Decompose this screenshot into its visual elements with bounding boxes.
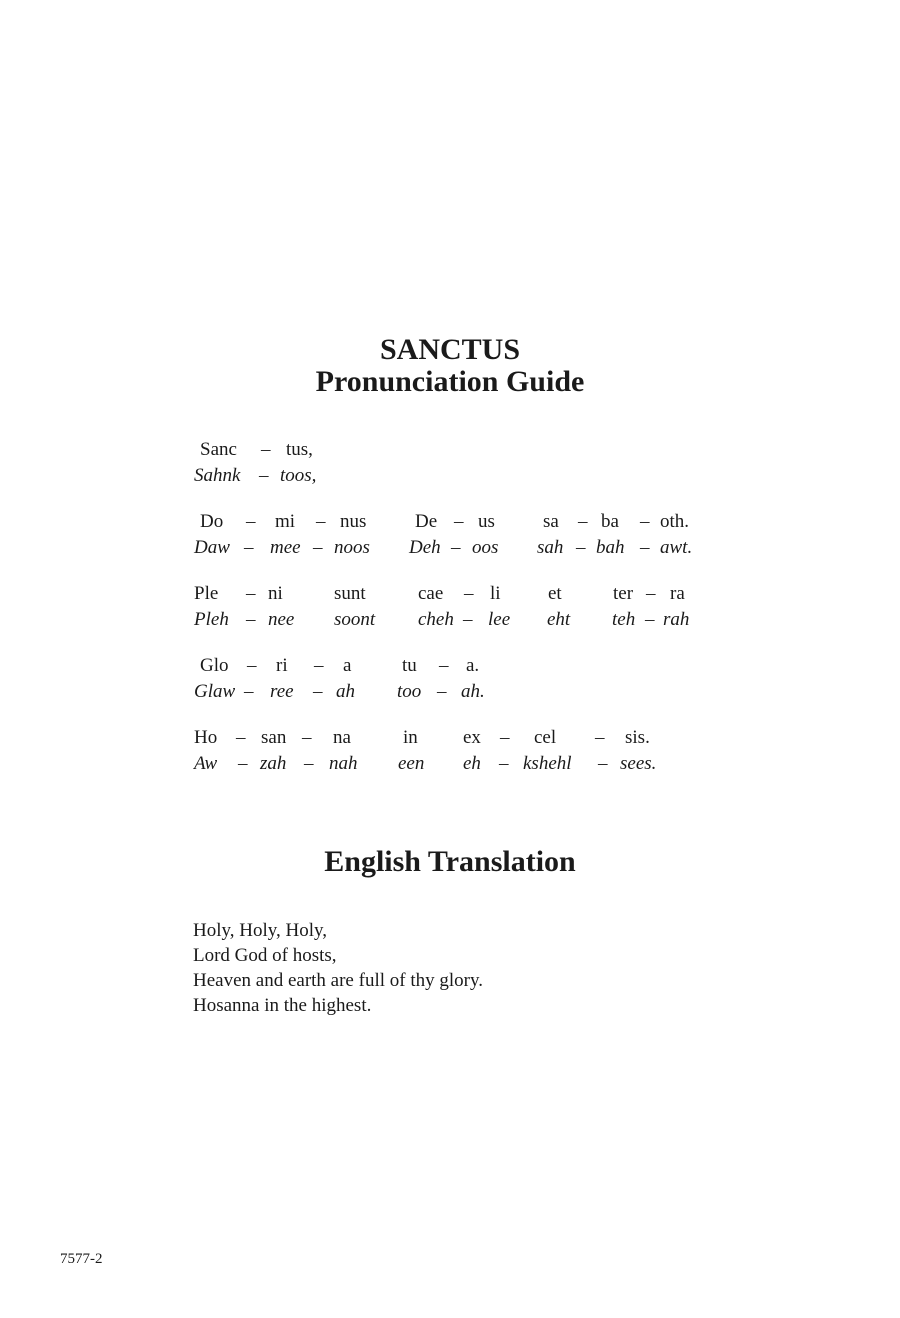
syllable-dash: – — [454, 511, 464, 532]
verse-4-phonetic — [0, 680, 900, 704]
syllable-dash: – — [640, 537, 650, 558]
syllable: mee — [270, 537, 301, 558]
syllable: De — [415, 511, 438, 532]
syllable: Sahnk — [194, 465, 241, 486]
syllable-dash: – — [645, 609, 655, 630]
syllable: bah — [596, 537, 625, 558]
syllable: Glaw — [194, 681, 236, 702]
syllable: ter — [613, 583, 634, 604]
syllable: ra — [670, 583, 685, 604]
syllable-dash: – — [451, 537, 461, 558]
syllable: sis. — [625, 727, 650, 748]
syllable: lee — [488, 609, 511, 630]
syllable: kshehl — [523, 753, 572, 774]
syllable: nee — [268, 609, 295, 630]
syllable: sah — [537, 537, 564, 558]
syllable: too — [397, 681, 422, 702]
syllable: nus — [340, 511, 367, 532]
syllable: ri — [276, 655, 288, 676]
verse-1-phonetic — [0, 464, 900, 488]
syllable-dash: – — [247, 655, 257, 676]
syllable-dash: – — [500, 727, 510, 748]
translation-title: English Translation — [324, 845, 576, 878]
translation-line: Holy, Holy, Holy, — [193, 920, 328, 941]
syllable: teh — [612, 609, 636, 630]
syllable-dash: – — [316, 511, 326, 532]
syllable: ba — [601, 511, 619, 532]
syllable-dash: – — [598, 753, 608, 774]
verse-2-latin — [0, 510, 900, 534]
syllable-dash: – — [646, 583, 656, 604]
verse-1-latin — [0, 438, 900, 462]
syllable: Glo — [200, 655, 229, 676]
syllable: tus, — [286, 439, 313, 460]
syllable-dash: – — [595, 727, 605, 748]
verse-3-phonetic — [0, 608, 900, 632]
syllable-dash: – — [439, 655, 449, 676]
syllable: a. — [466, 655, 480, 676]
footer-code: 7577-2 — [60, 1251, 103, 1267]
syllable: eht — [547, 609, 571, 630]
syllable-dash: – — [236, 727, 246, 748]
syllable: Pleh — [194, 609, 229, 630]
syllable: eh — [463, 753, 481, 774]
syllable: ah — [336, 681, 355, 702]
syllable: sees. — [620, 753, 657, 774]
syllable: Daw — [194, 537, 230, 558]
syllable: Aw — [194, 753, 218, 774]
syllable: Ple — [194, 583, 219, 604]
syllable: cel — [534, 727, 557, 748]
syllable: sa — [543, 511, 559, 532]
syllable: rah — [663, 609, 690, 630]
syllable: in — [403, 727, 418, 748]
syllable-dash: – — [304, 753, 314, 774]
translation-line: Lord God of hosts, — [193, 945, 337, 966]
translation-line: Heaven and earth are full of thy glory. — [193, 970, 483, 991]
syllable: ah. — [461, 681, 485, 702]
syllable: oos — [472, 537, 499, 558]
syllable-dash: – — [246, 511, 256, 532]
verse-5-latin — [0, 726, 900, 750]
syllable: ree — [270, 681, 294, 702]
verse-4-latin — [0, 654, 900, 678]
syllable-dash: – — [244, 681, 254, 702]
syllable: cheh — [418, 609, 454, 630]
syllable: zah — [260, 753, 287, 774]
syllable: sunt — [334, 583, 366, 604]
syllable: soont — [334, 609, 376, 630]
syllable-dash: – — [259, 465, 269, 486]
syllable: tu — [402, 655, 417, 676]
syllable-dash: – — [314, 655, 324, 676]
syllable-dash: – — [437, 681, 447, 702]
syllable: Sanc — [200, 439, 237, 460]
syllable-dash: – — [313, 681, 323, 702]
syllable-dash: – — [244, 537, 254, 558]
syllable-dash: – — [576, 537, 586, 558]
syllable: ex — [463, 727, 481, 748]
verse-3-latin — [0, 582, 900, 606]
verse-5-phonetic — [0, 752, 900, 776]
syllable-dash: – — [246, 609, 256, 630]
syllable-dash: – — [499, 753, 509, 774]
syllable-dash: – — [246, 583, 256, 604]
syllable-dash: – — [302, 727, 312, 748]
syllable-dash: – — [464, 583, 474, 604]
syllable: ni — [268, 583, 283, 604]
syllable: li — [490, 583, 501, 604]
syllable-dash: – — [238, 753, 248, 774]
syllable: Ho — [194, 727, 218, 748]
syllable: et — [548, 583, 562, 604]
translation-line: Hosanna in the highest. — [193, 995, 372, 1016]
syllable: awt. — [660, 537, 693, 558]
syllable: Do — [200, 511, 224, 532]
syllable: een — [398, 753, 425, 774]
syllable: san — [261, 727, 287, 748]
syllable: a — [343, 655, 352, 676]
syllable-dash: – — [463, 609, 473, 630]
syllable-dash: – — [578, 511, 588, 532]
syllable: Deh — [409, 537, 441, 558]
syllable: na — [333, 727, 351, 748]
syllable-dash: – — [313, 537, 323, 558]
syllable: toos, — [280, 465, 317, 486]
syllable-dash: – — [261, 439, 271, 460]
syllable-dash: – — [640, 511, 650, 532]
syllable: noos — [334, 537, 370, 558]
syllable: cae — [418, 583, 444, 604]
page-subtitle: Pronunciation Guide — [315, 365, 585, 398]
translation-text — [193, 918, 483, 1018]
verse-2-phonetic — [0, 536, 900, 560]
page-title: SANCTUS — [379, 333, 521, 366]
syllable: us — [478, 511, 495, 532]
syllable: nah — [329, 753, 358, 774]
syllable: oth. — [660, 511, 690, 532]
syllable: mi — [275, 511, 296, 532]
